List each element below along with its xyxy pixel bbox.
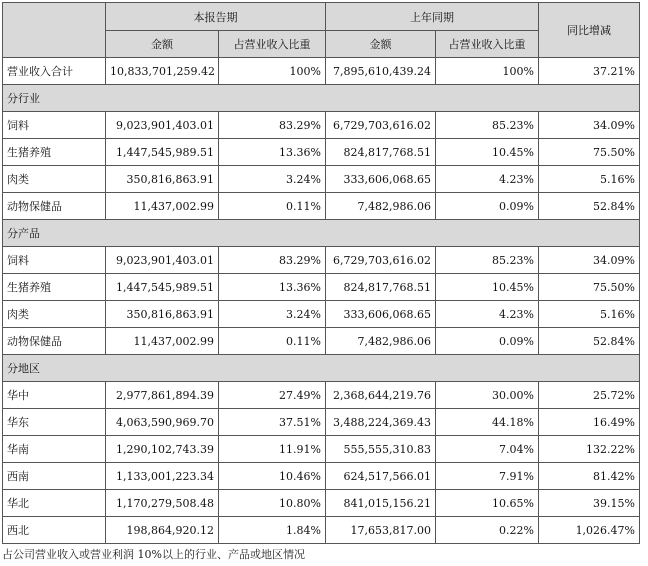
- cell-yoy: 16.49%: [539, 409, 640, 436]
- cell-cur-share: 10.80%: [219, 490, 326, 517]
- cell-cur-share: 37.51%: [219, 409, 326, 436]
- cell-prev-share: 4.23%: [436, 301, 539, 328]
- cell-label: 动物保健品: [3, 193, 106, 220]
- header-prev-share: 占营业收入比重: [436, 31, 539, 58]
- revenue-breakdown-table: [2, 2, 640, 544]
- cell-label: 西南: [3, 463, 106, 490]
- header-row-1: [3, 3, 640, 31]
- section-header-row: [3, 355, 640, 382]
- cell-prev-share: 0.09%: [436, 328, 539, 355]
- cell-prev-amount: 333,606,068.65: [326, 166, 436, 193]
- total-prev-amount: 7,895,610,439.24: [326, 58, 436, 85]
- cell-cur-share: 0.11%: [219, 328, 326, 355]
- cell-prev-share: 7.04%: [436, 436, 539, 463]
- section-title: 分产品: [3, 220, 640, 247]
- table-row: [3, 490, 640, 517]
- cell-cur-amount: 1,290,102,743.39: [106, 436, 219, 463]
- cell-cur-amount: 1,133,001,223.34: [106, 463, 219, 490]
- header-prior-period: 上年同期: [326, 3, 539, 31]
- cell-prev-amount: 2,368,644,219.76: [326, 382, 436, 409]
- table-row: [3, 382, 640, 409]
- cell-prev-amount: 17,653,817.00: [326, 517, 436, 544]
- cell-prev-share: 4.23%: [436, 166, 539, 193]
- cell-prev-amount: 824,817,768.51: [326, 274, 436, 301]
- cell-prev-amount: 841,015,156.21: [326, 490, 436, 517]
- cell-prev-share: 10.65%: [436, 490, 539, 517]
- cell-prev-share: 0.09%: [436, 193, 539, 220]
- cell-label: 肉类: [3, 166, 106, 193]
- cell-prev-share: 0.22%: [436, 517, 539, 544]
- cell-prev-amount: 333,606,068.65: [326, 301, 436, 328]
- header-prev-amount: 金额: [326, 31, 436, 58]
- cell-yoy: 52.84%: [539, 193, 640, 220]
- header-cur-share: 占营业收入比重: [219, 31, 326, 58]
- cell-label: 华东: [3, 409, 106, 436]
- cell-prev-amount: 824,817,768.51: [326, 139, 436, 166]
- total-yoy: 37.21%: [539, 58, 640, 85]
- cell-label: 饲料: [3, 247, 106, 274]
- cell-label: 生猪养殖: [3, 139, 106, 166]
- table-row: [3, 166, 640, 193]
- cell-cur-amount: 1,447,545,989.51: [106, 274, 219, 301]
- cell-prev-share: 7.91%: [436, 463, 539, 490]
- cell-yoy: 25.72%: [539, 382, 640, 409]
- cell-prev-share: 10.45%: [436, 274, 539, 301]
- cell-prev-amount: 624,517,566.01: [326, 463, 436, 490]
- cell-prev-share: 85.23%: [436, 112, 539, 139]
- cell-prev-amount: 7,482,986.06: [326, 193, 436, 220]
- cell-cur-share: 0.11%: [219, 193, 326, 220]
- total-label: 营业收入合计: [3, 58, 106, 85]
- cell-label: 饲料: [3, 112, 106, 139]
- table-row: [3, 328, 640, 355]
- table-body: [3, 3, 640, 544]
- cell-label: 华北: [3, 490, 106, 517]
- cell-yoy: 75.50%: [539, 139, 640, 166]
- cell-prev-share: 44.18%: [436, 409, 539, 436]
- footnote: 占公司营业收入或营业利润 10%以上的行业、产品或地区情况: [2, 548, 305, 561]
- cell-cur-amount: 4,063,590,969.70: [106, 409, 219, 436]
- total-cur-amount: 10,833,701,259.42: [106, 58, 219, 85]
- table-row: [3, 409, 640, 436]
- header-current-period: 本报告期: [106, 3, 326, 31]
- cell-prev-amount: 3,488,224,369.43: [326, 409, 436, 436]
- cell-prev-share: 30.00%: [436, 382, 539, 409]
- table-row: [3, 517, 640, 544]
- cell-cur-share: 3.24%: [219, 301, 326, 328]
- cell-label: 华南: [3, 436, 106, 463]
- cell-prev-amount: 7,482,986.06: [326, 328, 436, 355]
- cell-prev-amount: 6,729,703,616.02: [326, 247, 436, 274]
- table-row: [3, 112, 640, 139]
- cell-yoy: 5.16%: [539, 166, 640, 193]
- cell-cur-share: 10.46%: [219, 463, 326, 490]
- cell-cur-share: 11.91%: [219, 436, 326, 463]
- cell-cur-amount: 350,816,863.91: [106, 301, 219, 328]
- cell-cur-amount: 9,023,901,403.01: [106, 247, 219, 274]
- cell-cur-amount: 11,437,002.99: [106, 328, 219, 355]
- cell-cur-amount: 198,864,920.12: [106, 517, 219, 544]
- table-row: [3, 274, 640, 301]
- cell-cur-amount: 1,447,545,989.51: [106, 139, 219, 166]
- cell-cur-share: 83.29%: [219, 112, 326, 139]
- cell-yoy: 75.50%: [539, 274, 640, 301]
- cell-yoy: 81.42%: [539, 463, 640, 490]
- cell-cur-share: 1.84%: [219, 517, 326, 544]
- cell-cur-share: 3.24%: [219, 166, 326, 193]
- cell-cur-amount: 11,437,002.99: [106, 193, 219, 220]
- section-header-row: [3, 85, 640, 112]
- cell-cur-share: 27.49%: [219, 382, 326, 409]
- header-cur-amount: 金额: [106, 31, 219, 58]
- cell-cur-share: 13.36%: [219, 139, 326, 166]
- total-cur-share: 100%: [219, 58, 326, 85]
- table-row: [3, 193, 640, 220]
- section-title: 分地区: [3, 355, 640, 382]
- header-yoy: 同比增减: [539, 3, 640, 58]
- table-row: [3, 463, 640, 490]
- cell-cur-amount: 9,023,901,403.01: [106, 112, 219, 139]
- cell-label: 肉类: [3, 301, 106, 328]
- section-header-row: [3, 220, 640, 247]
- cell-label: 生猪养殖: [3, 274, 106, 301]
- cell-cur-share: 83.29%: [219, 247, 326, 274]
- cell-yoy: 132.22%: [539, 436, 640, 463]
- cell-prev-share: 10.45%: [436, 139, 539, 166]
- header-corner-cell: [3, 3, 106, 58]
- cell-yoy: 1,026.47%: [539, 517, 640, 544]
- cell-prev-share: 85.23%: [436, 247, 539, 274]
- section-title: 分行业: [3, 85, 640, 112]
- cell-cur-amount: 350,816,863.91: [106, 166, 219, 193]
- table-row: [3, 436, 640, 463]
- cell-label: 西北: [3, 517, 106, 544]
- cell-yoy: 34.09%: [539, 112, 640, 139]
- cell-yoy: 5.16%: [539, 301, 640, 328]
- cell-label: 动物保健品: [3, 328, 106, 355]
- table-row: [3, 139, 640, 166]
- total-row: [3, 58, 640, 85]
- table-row: [3, 247, 640, 274]
- cell-yoy: 39.15%: [539, 490, 640, 517]
- cell-yoy: 52.84%: [539, 328, 640, 355]
- cell-prev-amount: 555,555,310.83: [326, 436, 436, 463]
- total-prev-share: 100%: [436, 58, 539, 85]
- cell-cur-share: 13.36%: [219, 274, 326, 301]
- cell-prev-amount: 6,729,703,616.02: [326, 112, 436, 139]
- table-row: [3, 301, 640, 328]
- cell-yoy: 34.09%: [539, 247, 640, 274]
- cell-cur-amount: 1,170,279,508.48: [106, 490, 219, 517]
- cell-cur-amount: 2,977,861,894.39: [106, 382, 219, 409]
- cell-label: 华中: [3, 382, 106, 409]
